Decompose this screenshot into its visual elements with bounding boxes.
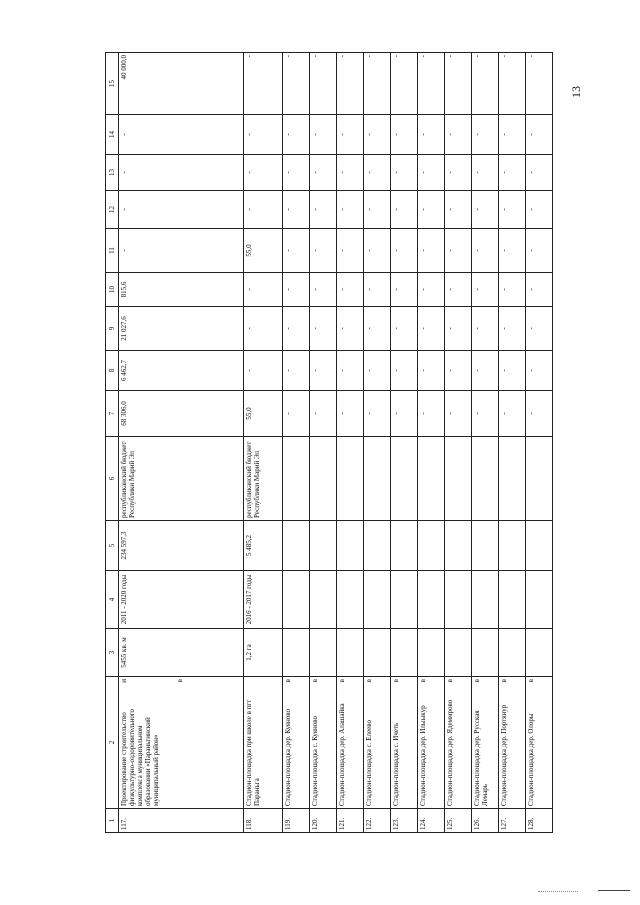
funding-source: республиканский бюджет Республики Марий Эл xyxy=(119,437,244,521)
object-name-cell xyxy=(445,677,472,809)
object-name: Стадион-площадка при школе в пгт Параньга xyxy=(245,699,261,806)
value-v15: - xyxy=(445,53,472,115)
name-preposition: в xyxy=(365,679,373,683)
table-row xyxy=(337,53,364,833)
value-v7: 68 306,0 xyxy=(119,391,244,437)
table-body xyxy=(119,53,553,833)
object-name-cell xyxy=(526,677,553,809)
value-v13: - xyxy=(499,155,526,191)
name-preposition: и xyxy=(120,679,128,683)
value-v9: - xyxy=(283,307,310,351)
value-v12: - xyxy=(364,191,391,229)
value-v15: 40 000,0 xyxy=(119,53,244,115)
estimated-cost xyxy=(283,521,310,571)
value-v12: - xyxy=(310,191,337,229)
value-v9: - xyxy=(244,307,283,351)
value-v14: - xyxy=(283,115,310,155)
value-v7: - xyxy=(310,391,337,437)
value-v11: - xyxy=(337,229,364,273)
value-v8: - xyxy=(283,351,310,391)
value-v7: - xyxy=(445,391,472,437)
value-v13: - xyxy=(310,155,337,191)
row-number: 118. xyxy=(244,809,283,833)
value-v11: - xyxy=(364,229,391,273)
table-row xyxy=(244,53,283,833)
name-preposition: в xyxy=(500,679,508,683)
value-v10: - xyxy=(244,273,283,307)
capacity: 1,2 га xyxy=(244,629,283,677)
column-numbers-row xyxy=(106,53,119,833)
value-v12: - xyxy=(391,191,418,229)
capacity xyxy=(337,629,364,677)
column-header: 12 xyxy=(106,191,119,229)
table-row xyxy=(526,53,553,833)
value-v12: - xyxy=(445,191,472,229)
value-v12: - xyxy=(119,191,244,229)
row-number: 126. xyxy=(472,809,499,833)
capacity xyxy=(418,629,445,677)
column-header: 14 xyxy=(106,115,119,155)
value-v9: - xyxy=(364,307,391,351)
estimated-cost xyxy=(418,521,445,571)
value-v9: 21 027,6 xyxy=(119,307,244,351)
page-number: 13 xyxy=(569,86,583,98)
column-header: 9 xyxy=(106,307,119,351)
value-v7: - xyxy=(526,391,553,437)
value-v8: - xyxy=(418,351,445,391)
value-v11: - xyxy=(526,229,553,273)
object-name-cell xyxy=(244,677,283,809)
value-v8: - xyxy=(499,351,526,391)
value-v15: - xyxy=(526,53,553,115)
value-v14: - xyxy=(310,115,337,155)
column-header: 13 xyxy=(106,155,119,191)
capacity xyxy=(310,629,337,677)
estimated-cost xyxy=(310,521,337,571)
table-row xyxy=(499,53,526,833)
value-v11: - xyxy=(418,229,445,273)
value-v9: - xyxy=(337,307,364,351)
name-preposition: в xyxy=(392,679,400,683)
value-v7: - xyxy=(499,391,526,437)
object-name-cell xyxy=(391,677,418,809)
funding-source xyxy=(337,437,364,521)
table-row xyxy=(391,53,418,833)
row-number: 124. xyxy=(418,809,445,833)
object-name: Стадион-площадка дер. Портянур xyxy=(500,704,508,806)
row-number: 119. xyxy=(283,809,310,833)
value-v13: - xyxy=(418,155,445,191)
value-v15: - xyxy=(337,53,364,115)
name-preposition: в xyxy=(473,679,481,683)
value-v13: - xyxy=(472,155,499,191)
value-v10: - xyxy=(391,273,418,307)
value-v7: - xyxy=(418,391,445,437)
value-v13: - xyxy=(364,155,391,191)
capacity xyxy=(391,629,418,677)
value-v12: - xyxy=(244,191,283,229)
column-header: 11 xyxy=(106,229,119,273)
capacity xyxy=(526,629,553,677)
table-row xyxy=(119,53,244,833)
period xyxy=(526,571,553,629)
object-name: Стадион-площадка дер. Русская Лемарь xyxy=(473,710,489,806)
period xyxy=(445,571,472,629)
value-v7: - xyxy=(364,391,391,437)
object-name-cell xyxy=(119,677,244,809)
funding-source: республиканский бюджет Республики Марий Эл xyxy=(244,437,283,521)
period xyxy=(499,571,526,629)
table-row xyxy=(445,53,472,833)
name-preposition: в xyxy=(527,679,535,683)
table-row xyxy=(310,53,337,833)
funding-source xyxy=(364,437,391,521)
value-v12: - xyxy=(472,191,499,229)
value-v10: - xyxy=(310,273,337,307)
estimated-cost xyxy=(499,521,526,571)
value-v10: - xyxy=(418,273,445,307)
value-v7: 55,0 xyxy=(244,391,283,437)
funding-source xyxy=(472,437,499,521)
capacity: 5455 кв. м xyxy=(119,629,244,677)
value-v9: - xyxy=(445,307,472,351)
value-v15: - xyxy=(499,53,526,115)
value-v14: - xyxy=(445,115,472,155)
row-number: 123. xyxy=(391,809,418,833)
value-v11: - xyxy=(310,229,337,273)
object-name-cell xyxy=(337,677,364,809)
capacity xyxy=(283,629,310,677)
column-header: 15 xyxy=(106,53,119,115)
object-name: Проектирование строительство физкультурно-оздоровительного комплекса муниципальном образовании «Параньгинский муниципальный район» xyxy=(120,708,160,806)
value-v8: - xyxy=(337,351,364,391)
object-name: Стадион-площадка дер. Илыыкур xyxy=(419,705,427,806)
period xyxy=(472,571,499,629)
object-name: Стадион-площадка с. Елеево xyxy=(365,719,373,806)
period xyxy=(337,571,364,629)
value-v11: - xyxy=(445,229,472,273)
value-v15: - xyxy=(391,53,418,115)
value-v15: - xyxy=(283,53,310,115)
value-v11: - xyxy=(391,229,418,273)
value-v13: - xyxy=(119,155,244,191)
value-v7: - xyxy=(391,391,418,437)
object-name-cell xyxy=(499,677,526,809)
value-v10: - xyxy=(283,273,310,307)
object-name: Стадион-площадка дер. Ядеммрово xyxy=(446,699,454,806)
column-header: 5 xyxy=(106,521,119,571)
value-v14: - xyxy=(337,115,364,155)
object-name: Стадион-площадка дер. Алашайка xyxy=(338,703,346,806)
value-v10: - xyxy=(499,273,526,307)
value-v8: - xyxy=(310,351,337,391)
row-number: 117. xyxy=(119,809,244,833)
value-v13: - xyxy=(244,155,283,191)
column-header: 7 xyxy=(106,391,119,437)
period xyxy=(310,571,337,629)
funding-source xyxy=(526,437,553,521)
name-preposition: в xyxy=(176,679,184,683)
value-v12: - xyxy=(337,191,364,229)
name-preposition: в xyxy=(338,679,346,683)
estimated-cost xyxy=(391,521,418,571)
value-v11: - xyxy=(119,229,244,273)
value-v14: - xyxy=(499,115,526,155)
value-v8: - xyxy=(391,351,418,391)
name-preposition: в xyxy=(284,679,292,683)
value-v10: - xyxy=(337,273,364,307)
row-number: 125. xyxy=(445,809,472,833)
row-number: 122. xyxy=(364,809,391,833)
value-v9: - xyxy=(418,307,445,351)
estimated-cost xyxy=(445,521,472,571)
funding-source xyxy=(283,437,310,521)
funding-source xyxy=(391,437,418,521)
value-v15: - xyxy=(418,53,445,115)
value-v12: - xyxy=(499,191,526,229)
object-name-cell xyxy=(283,677,310,809)
period xyxy=(364,571,391,629)
value-v13: - xyxy=(391,155,418,191)
value-v7: - xyxy=(337,391,364,437)
value-v15: - xyxy=(310,53,337,115)
period: 2016 - 2017 годы xyxy=(244,571,283,629)
object-name-cell xyxy=(364,677,391,809)
value-v14: - xyxy=(119,115,244,155)
column-header: 1 xyxy=(106,809,119,833)
estimated-cost: 5 485,2 xyxy=(244,521,283,571)
value-v11: - xyxy=(499,229,526,273)
value-v8: - xyxy=(472,351,499,391)
name-preposition: в xyxy=(311,679,319,683)
object-name: Стадион-площадка с. Куяново xyxy=(311,716,319,806)
column-header: 2 xyxy=(106,677,119,809)
period: 2011 - 2020 годы xyxy=(119,571,244,629)
value-v11: - xyxy=(472,229,499,273)
capacity xyxy=(472,629,499,677)
footer-line xyxy=(598,890,630,891)
capacity xyxy=(364,629,391,677)
value-v14: - xyxy=(526,115,553,155)
name-preposition: в xyxy=(446,679,454,683)
row-number: 127. xyxy=(499,809,526,833)
column-header: 3 xyxy=(106,629,119,677)
value-v10: - xyxy=(364,273,391,307)
period xyxy=(283,571,310,629)
value-v14: - xyxy=(391,115,418,155)
value-v9: - xyxy=(310,307,337,351)
object-name: Стадион-площадка с. Ичеть xyxy=(392,722,400,806)
estimated-cost xyxy=(364,521,391,571)
value-v11: - xyxy=(283,229,310,273)
estimated-cost: 234 597,3 xyxy=(119,521,244,571)
value-v12: - xyxy=(526,191,553,229)
capacity xyxy=(499,629,526,677)
value-v9: - xyxy=(499,307,526,351)
object-name-cell xyxy=(310,677,337,809)
table-row xyxy=(418,53,445,833)
value-v15: - xyxy=(244,53,283,115)
value-v13: - xyxy=(337,155,364,191)
value-v14: - xyxy=(418,115,445,155)
object-name-cell xyxy=(418,677,445,809)
capacity xyxy=(445,629,472,677)
value-v13: - xyxy=(526,155,553,191)
value-v15: - xyxy=(472,53,499,115)
value-v14: - xyxy=(364,115,391,155)
object-name: Стадион-площадка дер. Куяново xyxy=(284,708,292,806)
table-row xyxy=(283,53,310,833)
footer-mark xyxy=(538,891,578,892)
row-number: 120. xyxy=(310,809,337,833)
value-v12: - xyxy=(418,191,445,229)
value-v7: - xyxy=(472,391,499,437)
table-row xyxy=(364,53,391,833)
value-v10: - xyxy=(526,273,553,307)
value-v13: - xyxy=(283,155,310,191)
value-v7: - xyxy=(283,391,310,437)
value-v8: - xyxy=(526,351,553,391)
row-number: 121. xyxy=(337,809,364,833)
funding-source xyxy=(499,437,526,521)
funding-source xyxy=(445,437,472,521)
value-v9: - xyxy=(391,307,418,351)
value-v8: 6 462,7 xyxy=(119,351,244,391)
period xyxy=(418,571,445,629)
value-v13: - xyxy=(445,155,472,191)
value-v10: - xyxy=(472,273,499,307)
object-name: Стадион-площадка дер. Олоры xyxy=(527,713,535,806)
value-v10: - xyxy=(445,273,472,307)
value-v9: - xyxy=(472,307,499,351)
document-table-rotated xyxy=(105,53,565,833)
estimated-cost xyxy=(472,521,499,571)
row-number: 128. xyxy=(526,809,553,833)
value-v12: - xyxy=(283,191,310,229)
table-row xyxy=(472,53,499,833)
value-v8: - xyxy=(244,351,283,391)
value-v8: - xyxy=(445,351,472,391)
column-header: 10 xyxy=(106,273,119,307)
value-v14: - xyxy=(244,115,283,155)
column-header: 8 xyxy=(106,351,119,391)
period xyxy=(391,571,418,629)
value-v9: - xyxy=(526,307,553,351)
funding-source xyxy=(418,437,445,521)
value-v14: - xyxy=(472,115,499,155)
name-preposition: в xyxy=(419,679,427,683)
column-header: 6 xyxy=(106,437,119,521)
estimated-cost xyxy=(526,521,553,571)
value-v8: - xyxy=(364,351,391,391)
object-name-cell xyxy=(472,677,499,809)
funding-source xyxy=(310,437,337,521)
estimated-cost xyxy=(337,521,364,571)
column-header: 4 xyxy=(106,571,119,629)
value-v15: - xyxy=(364,53,391,115)
value-v11: 55,0 xyxy=(244,229,283,273)
value-v10: 815,6 xyxy=(119,273,244,307)
investment-table xyxy=(105,52,553,833)
